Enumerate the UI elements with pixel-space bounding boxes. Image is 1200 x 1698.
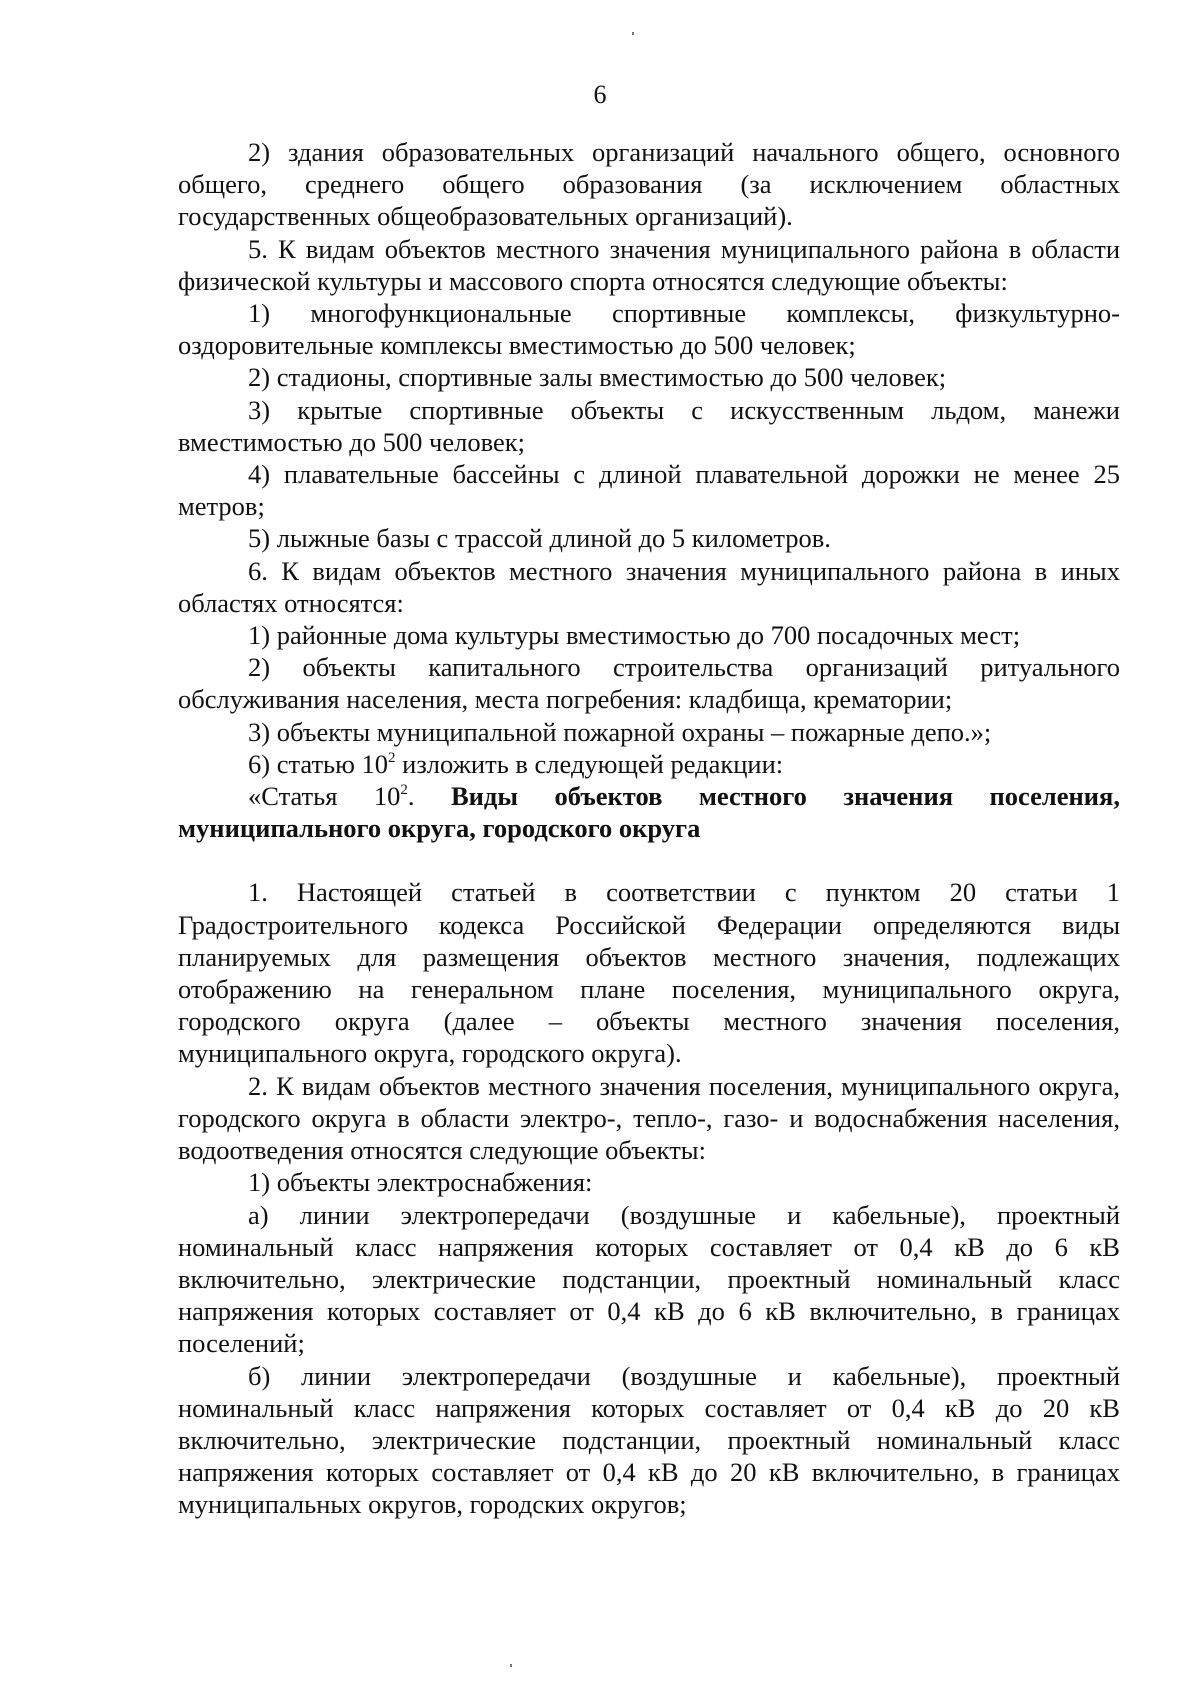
paragraph: 3) объекты муниципальной пожарной охраны – пожарные депо.»; <box>248 716 992 747</box>
superscript: 2 <box>400 782 408 799</box>
paragraph: 6. К видам объектов местного значения муниципального района в иных областях относятся: <box>178 555 1120 618</box>
page-number: 6 <box>593 80 607 109</box>
scan-speck <box>632 32 634 35</box>
paragraph: 2) здания образовательных организаций начального общего, основного общего, среднего общего образования (за исключением областных государственных общеобразовательных организаций). <box>178 137 1120 232</box>
paragraph: 5) лыжные базы с трассой длиной до 5 километров. <box>248 523 831 554</box>
article-heading <box>178 780 1120 844</box>
spacer <box>178 844 1120 876</box>
scan-speck <box>510 1664 512 1667</box>
amendment-paragraph <box>178 748 1120 780</box>
article-heading-title: Виды объектов местного значения поселения, муниципального округа, городского округа <box>178 781 1121 844</box>
amendment-text: 6) статью 10 <box>248 748 389 779</box>
paragraph: 2. К видам объектов местного значения поселения, муниципального округа, городского округа в области электро-, тепло-, газо- и водоснабжения населения, водоотведения относятся следующие объекты: <box>178 1070 1120 1166</box>
paragraph: а) линии электропередачи (воздушные и кабельные), проектный номинальный класс напряжения которых составляет от 0,4 кВ до 6 кВ включительно, электрические подстанции, проектный номинальный класс напряжения которых составляет от 0,4 кВ до 6 кВ включительно, в границах поселений; <box>178 1199 1120 1359</box>
paragraph: 3) крытые спортивные объекты с искусственным льдом, манежи вместимостью до 500 человек; <box>178 394 1120 457</box>
paragraph: 5. К видам объектов местного значения муниципального района в области физической культуры и массового спорта относятся следующие объекты: <box>178 233 1120 296</box>
paragraph: б) линии электропередачи (воздушные и кабельные), проектный номинальный класс напряжения которых составляет от 0,4 кВ до 20 кВ включительно, электрические подстанции, проектный номинальный класс напряжения которых составляет от 0,4 кВ до 20 кВ включительно, в границах муниципальных округов, городских округов; <box>178 1360 1120 1520</box>
superscript: 2 <box>388 749 396 766</box>
paragraph: 1. Настоящей статьей в соответствии с пунктом 20 статьи 1 Градостроительного кодекса Российской Федерации определяются виды планируемых для размещения объектов местного значения, подлежащих отображению на генеральном плане поселения, муниципального округа, городского округа (далее – объекты местного значения поселения, муниципального округа, городского округа). <box>178 877 1120 1069</box>
article-heading-prefix: «Статья 10 <box>248 781 401 812</box>
paragraph: 1) объекты электроснабжения: <box>248 1167 593 1198</box>
article-heading-dot: . <box>407 781 415 812</box>
paragraph: 4) плавательные бассейны с длиной плавательной дорожки не менее 25 метров; <box>178 459 1120 522</box>
amendment-text: изложить в следующей редакции: <box>395 748 784 779</box>
paragraph: 2) объекты капитального строительства организаций ритуального обслуживания населения, места погребения: кладбища, крематории; <box>178 652 1120 715</box>
paragraph: 2) стадионы, спортивные залы вместимостью до 500 человек; <box>248 362 947 393</box>
paragraph: 1) районные дома культуры вместимостью до 700 посадочных мест; <box>248 620 1021 651</box>
document-body <box>178 136 1120 1521</box>
paragraph: 1) многофункциональные спортивные комплексы, физкультурно-оздоровительные комплексы вместимостью до 500 человек; <box>178 298 1120 361</box>
